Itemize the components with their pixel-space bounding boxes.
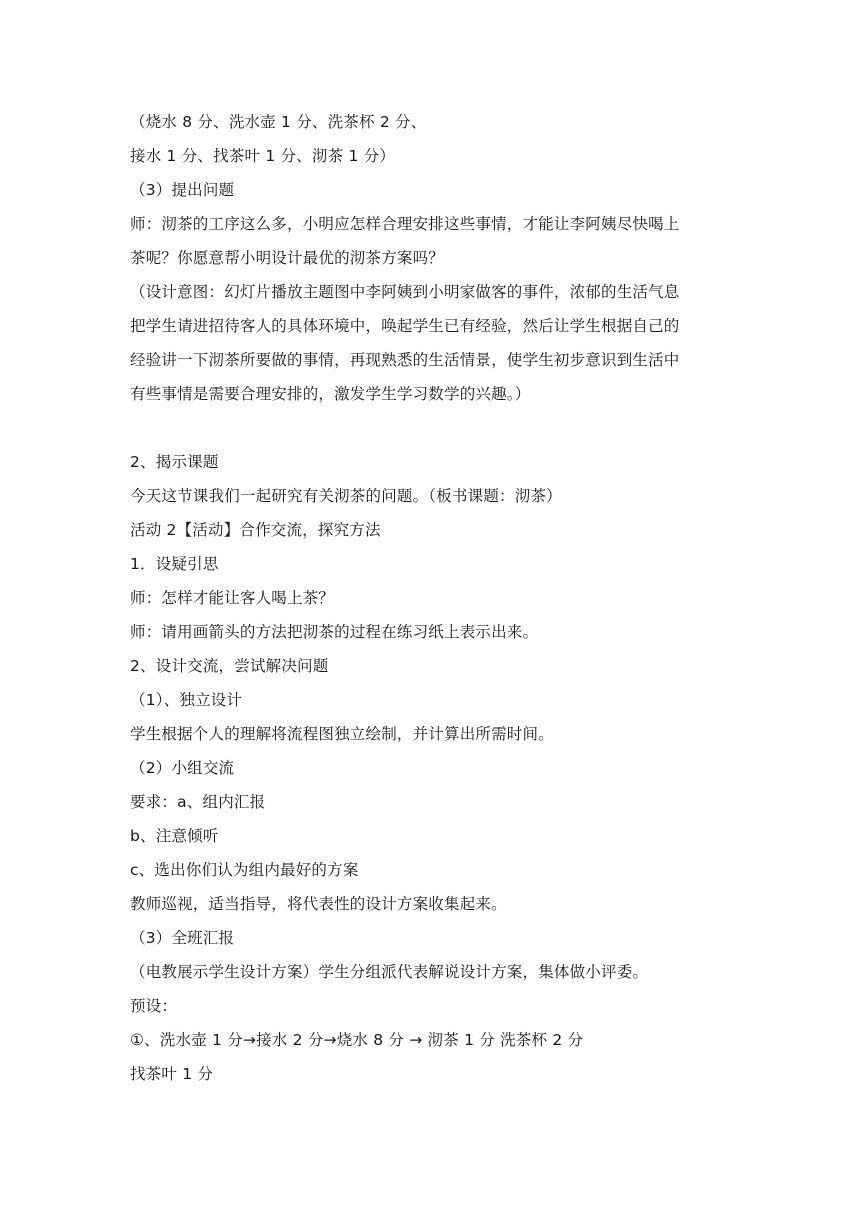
text-line: （烧水 8 分、洗水壶 1 分、洗茶杯 2 分、: [130, 113, 427, 131]
section-heading: 2、揭示课题: [130, 453, 219, 471]
text-line: （设计意图：幻灯片播放主题图中李阿姨到小明家做客的事件，浓郁的生活气息: [130, 283, 680, 301]
text-line: （电教展示学生设计方案）学生分组派代表解说设计方案，集体做小评委。: [130, 963, 649, 981]
section-heading: （3）提出问题: [130, 181, 235, 199]
section-heading: （2）小组交流: [130, 759, 235, 777]
text-line: 把学生请进招待客人的具体环境中，唤起学生已有经验，然后让学生根据自己的: [130, 317, 680, 335]
text-line: 教师巡视，适当指导，将代表性的设计方案收集起来。: [130, 895, 507, 913]
text-line: b、注意倾听: [130, 827, 219, 845]
text-line: 师：沏茶的工序这么多，小明应怎样合理安排这些事情，才能让李阿姨尽快喝上: [130, 215, 680, 233]
text-line: 今天这节课我们一起研究有关沏茶的问题。（板书课题：沏茶）: [130, 487, 562, 505]
text-line: 师：请用画箭头的方法把沏茶的过程在练习纸上表示出来。: [130, 623, 539, 641]
text-line: 预设：: [130, 997, 178, 1015]
text-line: 接水 1 分、找茶叶 1 分、沏茶 1 分）: [130, 147, 396, 165]
text-line: 要求：a、组内汇报: [130, 793, 266, 811]
paragraph-gap: [130, 411, 740, 445]
text-line: 经验讲一下沏茶所要做的事情，再现熟悉的生活情景，使学生初步意识到生活中: [130, 351, 680, 369]
section-heading: （1）、独立设计: [130, 691, 243, 709]
text-line: c、选出你们认为组内最好的方案: [130, 861, 359, 879]
text-line: 学生根据个人的理解将流程图独立绘制，并计算出所需时间。: [130, 725, 554, 743]
text-line: ①、洗水壶 1 分→接水 2 分→烧水 8 分 → 沏茶 1 分 洗茶杯 2 分: [130, 1031, 584, 1049]
section-heading: 1．设疑引思: [130, 555, 219, 573]
section-heading: 2、设计交流，尝试解决问题: [130, 657, 329, 675]
section-heading: （3）全班汇报: [130, 929, 235, 947]
document-body: [130, 105, 740, 1091]
text-line: 师：怎样才能让客人喝上茶？: [130, 589, 335, 607]
text-line: 茶呢？你愿意帮小明设计最优的沏茶方案吗？: [130, 249, 445, 267]
section-heading: 活动 2【活动】合作交流，探究方法: [130, 521, 381, 539]
text-line: 找茶叶 1 分: [130, 1065, 214, 1083]
text-line: 有些事情是需要合理安排的，激发学生学习数学的兴趣。）: [130, 385, 531, 403]
